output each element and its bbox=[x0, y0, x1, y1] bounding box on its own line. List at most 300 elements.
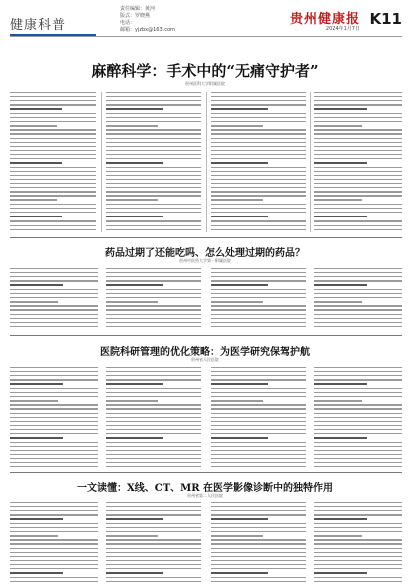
text-line bbox=[314, 421, 402, 422]
text-line bbox=[106, 577, 201, 578]
text-line bbox=[314, 133, 402, 134]
text-line bbox=[10, 510, 98, 511]
text-line bbox=[211, 552, 306, 553]
text-line bbox=[314, 293, 402, 294]
text-line bbox=[314, 417, 402, 418]
text-line bbox=[106, 506, 201, 507]
text-line bbox=[10, 280, 98, 281]
article-column bbox=[314, 502, 402, 584]
text-line bbox=[106, 314, 201, 315]
text-line bbox=[314, 289, 402, 290]
text-line bbox=[106, 108, 163, 110]
text-line bbox=[10, 125, 57, 126]
text-line bbox=[106, 375, 201, 376]
article-column bbox=[211, 502, 306, 584]
page-number: K11 bbox=[369, 10, 402, 28]
text-line bbox=[106, 276, 201, 277]
text-line bbox=[314, 543, 402, 544]
article-title: 医院科研管理的优化策略：为医学研究保驾护航 bbox=[100, 347, 310, 358]
text-line bbox=[10, 429, 98, 430]
text-line bbox=[10, 129, 96, 130]
text-line bbox=[106, 429, 201, 430]
article-title: 麻醉科学：手术中的“无痛守护者” bbox=[91, 62, 319, 80]
editor-line: 责任编辑：黄河 bbox=[120, 6, 156, 12]
text-line bbox=[106, 572, 163, 574]
text-line bbox=[106, 208, 201, 209]
text-line bbox=[106, 146, 201, 147]
text-line bbox=[314, 577, 402, 578]
text-line bbox=[106, 104, 201, 105]
text-line bbox=[314, 502, 402, 503]
text-line bbox=[10, 104, 96, 105]
text-line bbox=[106, 220, 201, 221]
text-line bbox=[106, 280, 201, 281]
text-line bbox=[211, 117, 306, 118]
text-line bbox=[106, 225, 201, 226]
text-line bbox=[314, 404, 402, 405]
text-line bbox=[211, 326, 306, 327]
text-line bbox=[314, 297, 402, 298]
text-line bbox=[10, 400, 58, 401]
text-line bbox=[106, 404, 201, 405]
text-line bbox=[211, 272, 306, 273]
text-line bbox=[314, 433, 402, 434]
text-line bbox=[10, 276, 98, 277]
text-line bbox=[106, 518, 163, 520]
text-line bbox=[106, 284, 163, 286]
text-line bbox=[211, 442, 306, 443]
text-line bbox=[10, 305, 98, 306]
text-line bbox=[314, 154, 402, 155]
text-line bbox=[10, 225, 96, 226]
text-line bbox=[314, 454, 402, 455]
text-line bbox=[10, 167, 96, 168]
text-line bbox=[314, 514, 402, 515]
text-line bbox=[314, 125, 362, 126]
text-line bbox=[106, 417, 201, 418]
text-line bbox=[10, 421, 98, 422]
text-line bbox=[10, 454, 98, 455]
text-line bbox=[211, 421, 306, 422]
text-line bbox=[314, 276, 402, 277]
text-line bbox=[314, 523, 402, 524]
text-line bbox=[314, 117, 402, 118]
article-separator bbox=[10, 472, 402, 473]
text-line bbox=[106, 400, 158, 401]
text-line bbox=[314, 150, 402, 151]
text-line bbox=[106, 121, 201, 122]
text-line bbox=[314, 539, 402, 540]
text-line bbox=[211, 104, 306, 105]
article-byline: 贵州中医药大学第一附属医院 bbox=[179, 258, 231, 263]
text-line bbox=[10, 138, 96, 139]
text-line bbox=[106, 100, 201, 101]
text-line bbox=[10, 284, 63, 286]
text-line bbox=[211, 408, 306, 409]
text-line bbox=[211, 454, 306, 455]
text-line bbox=[314, 167, 402, 168]
text-line bbox=[106, 229, 201, 230]
text-line bbox=[10, 379, 98, 380]
text-line bbox=[10, 568, 98, 569]
text-line bbox=[106, 297, 201, 298]
text-line bbox=[211, 158, 306, 159]
text-line bbox=[211, 305, 306, 306]
column-divider bbox=[101, 92, 102, 232]
text-line bbox=[211, 167, 306, 168]
text-line bbox=[10, 272, 98, 273]
text-line bbox=[106, 272, 201, 273]
article-separator bbox=[10, 237, 402, 238]
text-line bbox=[10, 535, 58, 536]
text-line bbox=[10, 446, 98, 447]
text-line bbox=[314, 560, 402, 561]
text-line bbox=[211, 446, 306, 447]
text-line bbox=[314, 527, 402, 528]
text-line bbox=[10, 146, 96, 147]
text-line bbox=[314, 129, 402, 130]
text-line bbox=[211, 581, 306, 582]
text-line bbox=[314, 375, 402, 376]
text-line bbox=[10, 150, 96, 151]
article-column bbox=[106, 92, 201, 232]
text-line bbox=[10, 199, 57, 200]
text-line bbox=[106, 408, 201, 409]
text-line bbox=[10, 301, 58, 302]
text-line bbox=[10, 92, 96, 93]
text-line bbox=[211, 510, 306, 511]
text-line bbox=[211, 527, 306, 528]
text-line bbox=[10, 458, 98, 459]
text-line bbox=[10, 326, 98, 327]
text-line bbox=[106, 392, 201, 393]
text-line bbox=[106, 133, 201, 134]
text-line bbox=[106, 96, 201, 97]
text-line bbox=[10, 212, 96, 213]
text-line bbox=[106, 326, 201, 327]
text-line bbox=[314, 326, 402, 327]
text-line bbox=[10, 543, 98, 544]
text-line bbox=[211, 518, 268, 520]
text-line bbox=[211, 301, 263, 302]
article-title: 一文读懂：X线、CT、MR 在医学影像诊断中的独特作用 bbox=[76, 483, 334, 494]
text-line bbox=[106, 212, 201, 213]
text-line bbox=[211, 154, 306, 155]
text-line bbox=[211, 404, 306, 405]
text-line bbox=[106, 158, 201, 159]
text-line bbox=[106, 301, 158, 302]
column-divider bbox=[310, 92, 311, 232]
text-line bbox=[211, 229, 306, 230]
text-line bbox=[10, 133, 96, 134]
text-line bbox=[10, 216, 62, 218]
text-line bbox=[314, 446, 402, 447]
text-line bbox=[211, 572, 268, 574]
text-line bbox=[314, 104, 402, 105]
text-line bbox=[314, 322, 402, 323]
text-line bbox=[211, 396, 306, 397]
text-line bbox=[10, 442, 98, 443]
text-line bbox=[314, 388, 402, 389]
text-line bbox=[314, 195, 402, 196]
text-line bbox=[10, 450, 98, 451]
editor-info bbox=[120, 6, 175, 34]
text-line bbox=[10, 433, 98, 434]
text-line bbox=[211, 577, 306, 578]
text-line bbox=[10, 96, 96, 97]
text-line bbox=[211, 204, 306, 205]
text-line bbox=[106, 450, 201, 451]
text-line bbox=[211, 322, 306, 323]
text-line bbox=[211, 379, 306, 380]
text-line bbox=[314, 531, 402, 532]
text-line bbox=[314, 572, 367, 574]
text-line bbox=[314, 96, 402, 97]
text-line bbox=[211, 175, 306, 176]
text-line bbox=[10, 577, 98, 578]
text-line bbox=[211, 466, 306, 467]
text-line bbox=[106, 543, 201, 544]
text-line bbox=[314, 138, 402, 139]
text-line bbox=[10, 183, 96, 184]
text-line bbox=[211, 150, 306, 151]
text-line bbox=[211, 208, 306, 209]
text-line bbox=[314, 146, 402, 147]
text-line bbox=[10, 113, 96, 114]
text-line bbox=[314, 272, 402, 273]
text-line bbox=[10, 117, 96, 118]
text-line bbox=[10, 523, 98, 524]
text-line bbox=[10, 220, 96, 221]
text-line bbox=[10, 518, 63, 520]
text-line bbox=[211, 146, 306, 147]
text-line bbox=[106, 560, 201, 561]
text-line bbox=[314, 305, 402, 306]
text-line bbox=[10, 297, 98, 298]
text-line bbox=[211, 371, 306, 372]
text-line bbox=[314, 396, 402, 397]
text-line bbox=[106, 305, 201, 306]
text-line bbox=[106, 527, 201, 528]
article-column bbox=[314, 92, 402, 232]
text-line bbox=[211, 220, 306, 221]
text-line bbox=[211, 539, 306, 540]
text-line bbox=[106, 413, 201, 414]
text-line bbox=[10, 158, 96, 159]
text-line bbox=[211, 108, 268, 110]
text-line bbox=[314, 314, 402, 315]
article-column bbox=[10, 502, 98, 584]
text-line bbox=[10, 367, 98, 368]
text-line bbox=[211, 183, 306, 184]
text-line bbox=[10, 187, 96, 188]
text-line bbox=[10, 531, 98, 532]
text-line bbox=[211, 556, 306, 557]
text-line bbox=[10, 383, 63, 385]
text-line bbox=[211, 191, 306, 192]
text-line bbox=[211, 523, 306, 524]
text-line bbox=[106, 433, 201, 434]
text-line bbox=[106, 117, 201, 118]
editor-line: 电话： bbox=[120, 20, 136, 26]
text-line bbox=[314, 552, 402, 553]
text-line bbox=[10, 437, 63, 439]
text-line bbox=[314, 175, 402, 176]
text-line bbox=[10, 121, 96, 122]
text-line bbox=[314, 437, 367, 439]
text-line bbox=[106, 268, 201, 269]
text-line bbox=[314, 187, 402, 188]
issue-date: 2024年1月7日 bbox=[325, 26, 360, 32]
text-line bbox=[106, 552, 201, 553]
text-line bbox=[106, 437, 163, 439]
text-line bbox=[211, 413, 306, 414]
text-line bbox=[106, 142, 201, 143]
text-line bbox=[106, 510, 201, 511]
text-line bbox=[106, 171, 201, 172]
text-line bbox=[106, 581, 201, 582]
text-line bbox=[314, 548, 402, 549]
text-line bbox=[106, 379, 201, 380]
text-line bbox=[314, 199, 362, 200]
article-separator bbox=[10, 335, 402, 336]
text-line bbox=[211, 392, 306, 393]
article-byline: 贵州省第二人民医院 bbox=[187, 493, 223, 498]
masthead-logo: 贵州健康报 bbox=[289, 12, 360, 27]
text-line bbox=[10, 191, 96, 192]
text-line bbox=[211, 268, 306, 269]
text-line bbox=[314, 212, 402, 213]
text-line bbox=[314, 367, 402, 368]
text-line bbox=[211, 543, 306, 544]
text-line bbox=[10, 560, 98, 561]
text-line bbox=[106, 179, 201, 180]
text-line bbox=[106, 523, 201, 524]
text-line bbox=[211, 297, 306, 298]
text-line bbox=[211, 437, 268, 439]
text-line bbox=[211, 564, 306, 565]
text-line bbox=[106, 191, 201, 192]
text-line bbox=[211, 113, 306, 114]
header-rule bbox=[10, 36, 402, 37]
article-column bbox=[211, 268, 306, 330]
text-line bbox=[211, 125, 263, 126]
text-line bbox=[106, 195, 201, 196]
article-column bbox=[106, 502, 201, 584]
text-line bbox=[106, 162, 163, 164]
text-line bbox=[314, 518, 367, 520]
text-line bbox=[10, 195, 96, 196]
text-line bbox=[106, 564, 201, 565]
text-line bbox=[211, 383, 268, 385]
text-line bbox=[106, 199, 158, 200]
text-line bbox=[10, 556, 98, 557]
text-line bbox=[314, 400, 362, 401]
text-line bbox=[314, 462, 402, 463]
text-line bbox=[211, 216, 268, 218]
text-line bbox=[10, 100, 96, 101]
text-line bbox=[211, 314, 306, 315]
text-line bbox=[10, 396, 98, 397]
text-line bbox=[10, 293, 98, 294]
text-line bbox=[314, 204, 402, 205]
text-line bbox=[106, 113, 201, 114]
text-line bbox=[106, 568, 201, 569]
article-title: 药品过期了还能吃吗、怎么处理过期的药品？ bbox=[105, 248, 305, 259]
text-line bbox=[106, 556, 201, 557]
text-line bbox=[10, 371, 98, 372]
text-line bbox=[10, 466, 98, 467]
text-line bbox=[106, 502, 201, 503]
text-line bbox=[10, 204, 96, 205]
text-line bbox=[314, 113, 402, 114]
text-line bbox=[106, 318, 201, 319]
text-line bbox=[211, 502, 306, 503]
text-line bbox=[314, 568, 402, 569]
article-column bbox=[106, 268, 201, 330]
text-line bbox=[314, 301, 362, 302]
text-line bbox=[211, 195, 306, 196]
text-line bbox=[106, 462, 201, 463]
column-divider bbox=[206, 92, 207, 232]
text-line bbox=[314, 318, 402, 319]
text-line bbox=[10, 318, 98, 319]
text-line bbox=[10, 268, 98, 269]
text-line bbox=[211, 535, 263, 536]
text-line bbox=[211, 142, 306, 143]
text-line bbox=[10, 413, 98, 414]
article-column bbox=[10, 367, 98, 467]
text-line bbox=[106, 383, 163, 385]
text-line bbox=[106, 204, 201, 205]
text-line bbox=[211, 318, 306, 319]
text-line bbox=[10, 552, 98, 553]
text-line bbox=[106, 425, 201, 426]
text-line bbox=[106, 293, 201, 294]
text-line bbox=[10, 564, 98, 565]
text-line bbox=[211, 289, 306, 290]
text-line bbox=[211, 280, 306, 281]
text-line bbox=[314, 284, 367, 286]
article-column bbox=[314, 268, 402, 330]
text-line bbox=[314, 379, 402, 380]
text-line bbox=[314, 216, 367, 218]
text-line bbox=[314, 408, 402, 409]
text-line bbox=[10, 108, 62, 110]
editor-line: 邮箱：yjzbx@163.com bbox=[120, 27, 175, 33]
text-line bbox=[314, 429, 402, 430]
text-line bbox=[106, 514, 201, 515]
text-line bbox=[211, 560, 306, 561]
text-line bbox=[106, 167, 201, 168]
text-line bbox=[314, 171, 402, 172]
text-line bbox=[211, 199, 263, 200]
text-line bbox=[211, 506, 306, 507]
text-line bbox=[10, 539, 98, 540]
text-line bbox=[10, 142, 96, 143]
text-line bbox=[10, 314, 98, 315]
text-line bbox=[211, 171, 306, 172]
text-line bbox=[10, 514, 98, 515]
text-line bbox=[314, 371, 402, 372]
text-line bbox=[10, 171, 96, 172]
article-column bbox=[314, 367, 402, 467]
text-line bbox=[10, 154, 96, 155]
text-line bbox=[10, 527, 98, 528]
text-line bbox=[314, 158, 402, 159]
text-line bbox=[106, 125, 158, 126]
text-line bbox=[10, 502, 98, 503]
